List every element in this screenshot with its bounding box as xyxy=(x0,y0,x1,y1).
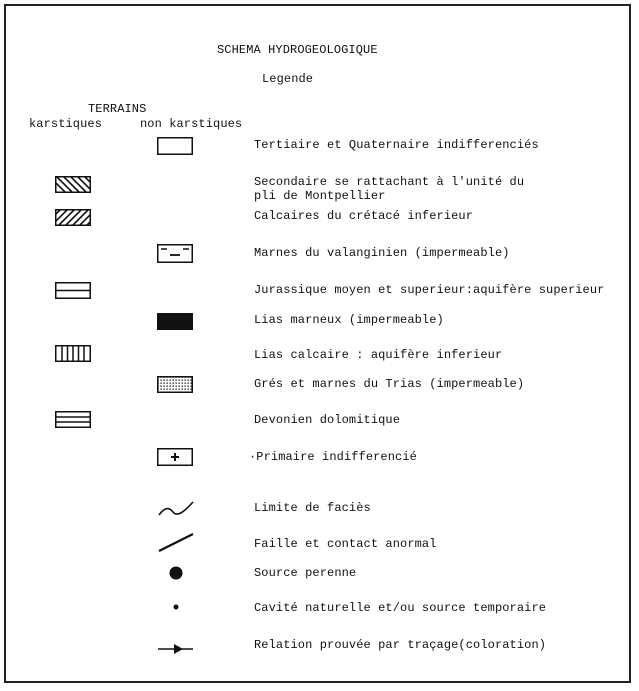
devonien-triple-line-symbol xyxy=(55,411,91,428)
trias-dotted-symbol xyxy=(157,376,193,393)
lias-calcaire-vertical-line-symbol xyxy=(55,345,91,362)
facies-boundary-wavy-line-symbol xyxy=(157,499,195,519)
valanginien-dash-box-symbol xyxy=(157,244,193,263)
legend-label-relation: Relation prouvée par traçage(coloration) xyxy=(254,638,547,652)
perennial-spring-large-dot-symbol xyxy=(168,565,184,581)
primaire-plus-box-symbol xyxy=(157,448,193,466)
tracing-relation-arrow-symbol xyxy=(157,642,195,656)
tertiaire-empty-box-symbol xyxy=(157,137,193,155)
legend-title: SCHEMA HYDROGEOLOGIQUE xyxy=(217,43,378,57)
cretace-diagonal-hatch-symbol xyxy=(55,209,91,226)
terrains-heading: TERRAINS xyxy=(88,102,147,116)
legend-subtitle: Legende xyxy=(262,72,314,86)
legend-label-source: Source perenne xyxy=(254,566,357,580)
legend-label-devonien: Devonien dolomitique xyxy=(254,413,401,427)
secondaire-diagonal-hatch-symbol xyxy=(55,176,91,193)
fault-line-symbol xyxy=(157,531,195,553)
legend-label-jurassique: Jurassique moyen et superieur:aquifère superieur xyxy=(254,283,605,297)
legend-label-lias-calcaire: Lias calcaire : aquifère inferieur xyxy=(254,348,503,362)
lias-marneux-solid-symbol xyxy=(157,313,193,330)
legend-label-secondaire-line1: Secondaire se rattachant à l'unité du xyxy=(254,175,525,189)
jurassique-horizontal-line-symbol xyxy=(55,282,91,299)
legend-label-trias: Grés et marnes du Trias (impermeable) xyxy=(254,377,525,391)
legend-label-faille: Faille et contact anormal xyxy=(254,537,437,551)
legend-label-cretace: Calcaires du crétacé inferieur xyxy=(254,209,474,223)
legend-label-lias-marneux: Lias marneux (impermeable) xyxy=(254,313,444,327)
legend-label-valanginien: Marnes du valanginien (impermeable) xyxy=(254,246,510,260)
legend-label-cavite: Cavité naturelle et/ou source temporaire xyxy=(254,601,547,615)
non-karstic-column-heading: non karstiques xyxy=(140,117,243,131)
karstic-column-heading: karstiques xyxy=(29,117,103,131)
legend-label-secondaire-line2: pli de Montpellier xyxy=(254,189,386,203)
legend-label-tertiaire: Tertiaire et Quaternaire indifferenciés xyxy=(254,138,539,152)
cavity-small-dot-symbol xyxy=(172,603,180,611)
legend-label-primaire: ·Primaire indifferencié xyxy=(249,450,417,464)
legend-label-facies: Limite de faciès xyxy=(254,501,371,515)
